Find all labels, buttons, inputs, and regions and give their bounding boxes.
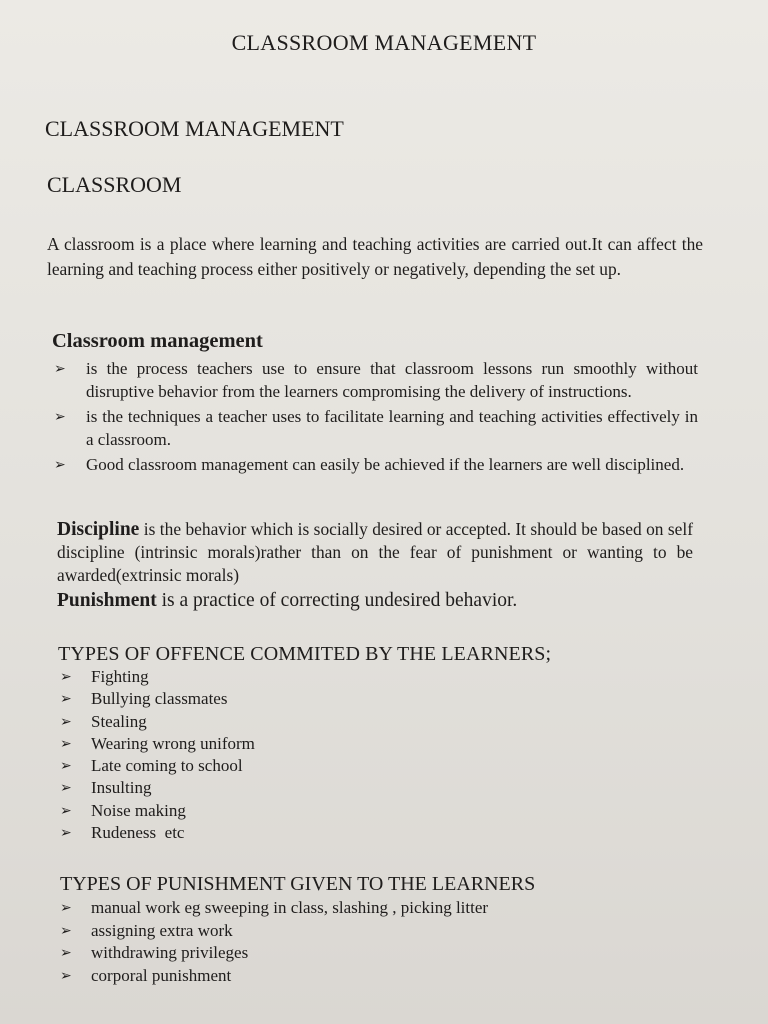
arrowhead-bullet-icon: ➢	[54, 409, 66, 425]
list-item	[52, 358, 698, 403]
discipline-term: Discipline	[57, 519, 140, 540]
arrowhead-bullet-icon: ➢	[60, 900, 72, 916]
arrowhead-bullet-icon: ➢	[60, 945, 72, 961]
list-item	[58, 755, 255, 777]
punishment-term: Punishment	[57, 590, 157, 611]
discipline-text: is the behavior which is socially desired or accepted. It should be based on self discipline (intrinsic morals)rather than on the fear of punishment or wanting to be awarded(extrinsic morals)	[57, 519, 693, 585]
classroom-management-subheading: Classroom management	[52, 330, 263, 352]
arrowhead-bullet-icon: ➢	[60, 780, 72, 797]
arrowhead-bullet-icon: ➢	[60, 669, 72, 685]
punishment-types-heading: TYPES OF PUNISHMENT GIVEN TO THE LEARNERS	[60, 873, 536, 895]
list-item	[58, 733, 255, 755]
arrowhead-bullet-icon: ➢	[60, 802, 72, 819]
arrowhead-bullet-icon: ➢	[60, 691, 72, 708]
punishment-definition	[57, 590, 517, 612]
arrowhead-bullet-icon: ➢	[60, 967, 72, 984]
list-item-text: assigning extra work	[91, 920, 233, 940]
list-item-text: Rudeness etc	[91, 823, 185, 843]
list-item-text: Insulting	[91, 778, 152, 798]
list-item-text: is the process teachers use to ensure that classroom lessons run smoothly without disruptive behavior from the learners compromising the delivery of instructions.	[86, 359, 698, 401]
section-heading-classroom: CLASSROOM	[47, 172, 182, 197]
punishment-text: is a practice of correcting undesired behavior.	[156, 590, 518, 611]
list-item-text: Late coming to school	[91, 756, 243, 776]
list-item-text: withdrawing privileges	[91, 943, 249, 962]
section-heading-classroom-management: CLASSROOM MANAGEMENT	[45, 116, 344, 141]
list-item	[58, 965, 488, 988]
list-item-text: corporal punishment	[91, 965, 232, 985]
list-item-text: Good classroom management can easily be achieved if the learners are well disciplined.	[86, 455, 685, 474]
intro-paragraph: A classroom is a place where learning and teaching activities are carried out.It can affect the learning and teaching process either positively or negatively, depending the set up.	[47, 234, 703, 279]
arrowhead-bullet-icon: ➢	[60, 922, 72, 939]
list-item	[52, 454, 698, 477]
list-item	[52, 406, 698, 451]
list-item	[58, 711, 255, 733]
list-item	[58, 666, 255, 688]
page-title: CLASSROOM MANAGEMENT	[231, 30, 537, 55]
arrowhead-bullet-icon: ➢	[60, 735, 72, 752]
list-item	[58, 822, 255, 844]
list-item	[58, 800, 255, 822]
list-item-text: is the techniques a teacher uses to facilitate learning and teaching activities effectively in a classroom.	[86, 407, 698, 449]
arrowhead-bullet-icon: ➢	[54, 457, 66, 473]
list-item	[58, 688, 255, 710]
arrowhead-bullet-icon: ➢	[60, 758, 72, 775]
list-item-text: manual work eg sweeping in class, slashing , picking litter	[91, 898, 489, 917]
list-item-text: Noise making	[91, 800, 186, 820]
list-item-text: Bullying classmates	[91, 689, 228, 709]
list-item-text: Wearing wrong uniform	[91, 733, 255, 753]
arrowhead-bullet-icon: ➢	[54, 361, 66, 377]
list-item	[58, 920, 488, 943]
arrowhead-bullet-icon: ➢	[60, 713, 72, 730]
classroom-management-points	[52, 358, 698, 480]
list-item	[58, 777, 255, 799]
arrowhead-bullet-icon: ➢	[60, 825, 72, 842]
list-item-text: Fighting	[91, 667, 149, 686]
list-item	[58, 897, 488, 920]
offence-types-heading: TYPES OF OFFENCE COMMITED BY THE LEARNERS;	[58, 643, 552, 665]
discipline-definition	[57, 518, 693, 587]
punishment-types-list	[58, 897, 488, 987]
list-item-text: Stealing	[91, 711, 147, 731]
list-item	[58, 942, 488, 965]
offence-types-list	[58, 666, 255, 844]
